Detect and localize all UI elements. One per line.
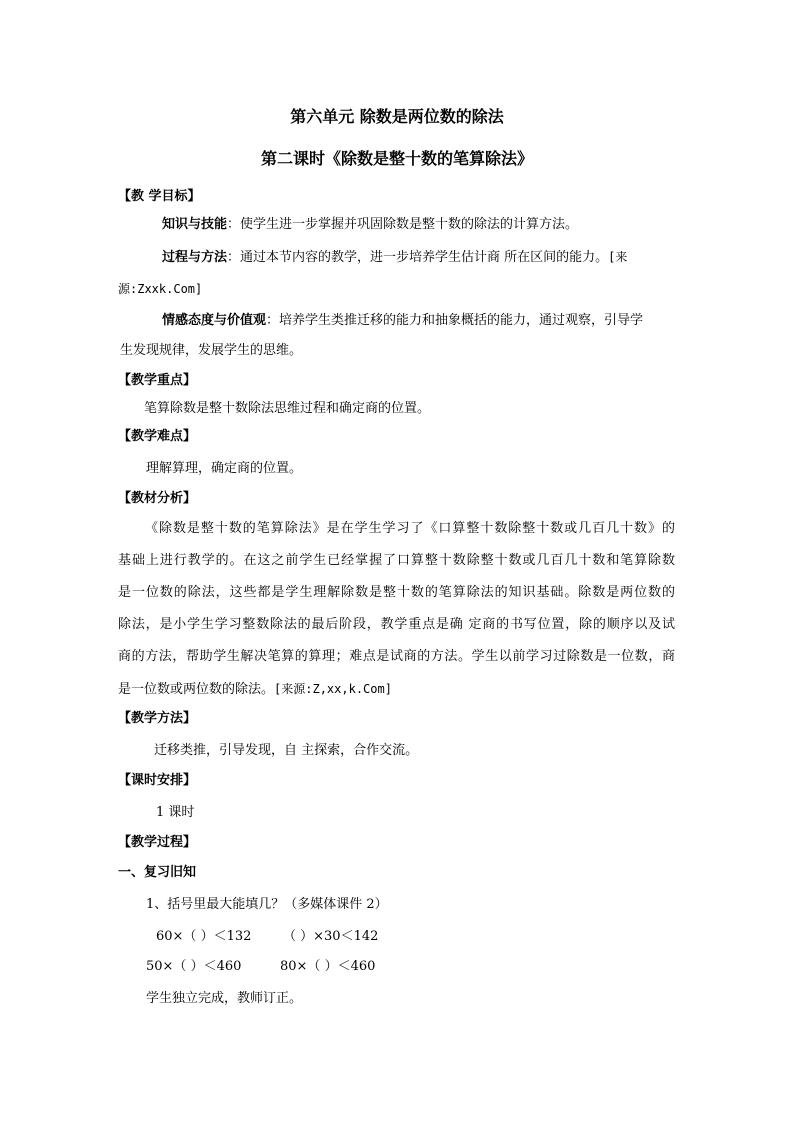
process-text: ：通过本节内容的教学，进一步培养学生估计商 所在区间的能力。 — [227, 250, 609, 265]
analysis-line-6 — [118, 680, 392, 699]
method-heading: 【教学方法】 — [118, 711, 197, 726]
section-review: 一、复习旧知 — [118, 865, 197, 880]
schedule-heading: 【课时安排】 — [118, 773, 197, 788]
analysis-line-5: 商的方法，帮助学生解决笔算的算理；难点是试商的方法。学生以前学习过除数是一位数，商 — [118, 649, 675, 664]
process-source-a: [来 — [608, 250, 628, 264]
analysis-last-text: 是一位数或两位数的除法。 — [118, 682, 275, 697]
analysis-line-1: 《除数是整十数的笔算除法》是在学生学习了《口算整十数除整十数或几百几十数》的 — [145, 521, 675, 536]
lesson-title: 第二课时《除数是整十数的笔算除法》 — [260, 149, 533, 168]
keypoint-heading: 【教学重点】 — [118, 373, 197, 388]
equation-3: 50×（ ）＜460 — [146, 959, 242, 974]
difficulty-text: 理解算理，确定商的位置。 — [146, 461, 303, 476]
keypoint-text: 笔算除数是整十数除法思维过程和确定商的位置。 — [144, 401, 431, 416]
emotion-text: ：培养学生类推迁移的能力和抽象概括的能力，通过观察，引导学 — [266, 313, 644, 328]
equation-2: （ ）×30＜142 — [283, 929, 379, 944]
analysis-line-4: 除法，是小学生学习整数除法的最后阶段，教学重点是确 定商的书写位置，除的顺序以及试 — [118, 617, 675, 632]
equation-1: 60×（ ）＜132 — [156, 929, 252, 944]
equation-4: 80×（ ）＜460 — [280, 959, 376, 974]
analysis-heading: 【教材分析】 — [118, 491, 197, 506]
schedule-text: 1 课时 — [156, 805, 195, 820]
method-text: 迁移类推，引导发现，自 主探索，合作交流。 — [154, 743, 419, 758]
process-source-b: 源:Zxxk.Com] — [118, 282, 203, 296]
analysis-line-2: 基础上进行教学的。在这之前学生已经掌握了口算整十数除整十数或几百几十数和笔算除数 — [118, 553, 675, 568]
process-heading: 【教学过程】 — [118, 835, 197, 850]
process-label: 过程与方法 — [162, 250, 228, 265]
review-item-1: 1、括号里最大能填几？（多媒体课件 2） — [146, 897, 388, 912]
goal-emotion — [162, 312, 643, 330]
emotion-label: 情感态度与价值观 — [162, 313, 267, 328]
knowledge-label: 知识与技能 — [162, 217, 228, 232]
goal-knowledge — [162, 216, 578, 234]
goal-emotion-cont: 生发现规律，发展学生的思维。 — [120, 343, 303, 358]
analysis-line-3: 是一位数的除法，这些都是学生理解除数是整十数的笔算除法的知识基础。除数是两位数的 — [118, 585, 675, 600]
review-note: 学生独立完成，教师订正。 — [146, 991, 303, 1006]
analysis-source: [来源:Z,xx,k.Com] — [274, 682, 392, 696]
knowledge-text: ：使学生进一步掌握并巩固除数是整十数的除法的计算方法。 — [227, 217, 579, 232]
goals-heading: 【教 学目标】 — [118, 189, 201, 204]
unit-title: 第六单元 除数是两位数的除法 — [290, 107, 504, 126]
goal-process — [162, 248, 627, 267]
difficulty-heading: 【教学难点】 — [118, 429, 197, 444]
